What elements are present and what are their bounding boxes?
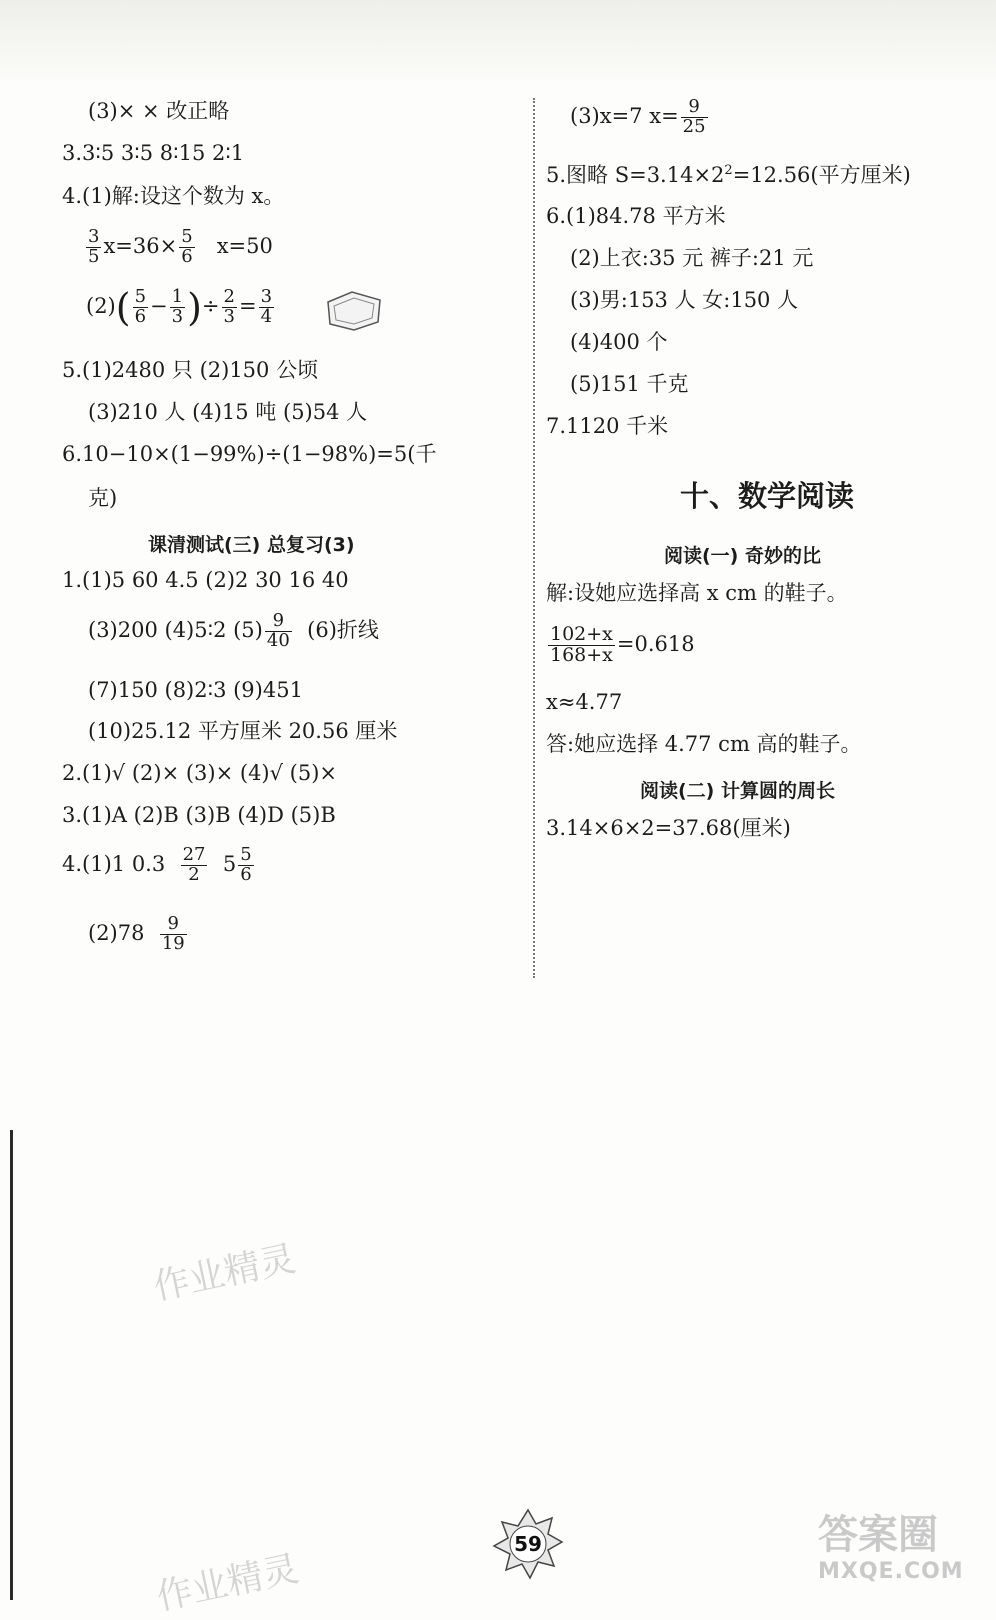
answer-line: (3)男:153 人 女:150 人 [570, 288, 799, 312]
answer-line: 解:设她应选择高 x cm 的鞋子。 [546, 581, 848, 605]
watermark: 作业精灵 [152, 1548, 303, 1619]
answer-line: (10)25.12 平方厘米 20.56 厘米 [88, 719, 398, 743]
fraction: $\frac{102+x}{168+x}$ [550, 623, 613, 666]
answer-line: 6.(1)84.78 平方米 [546, 204, 726, 228]
fraction: $\frac{9}{25}$ [682, 96, 706, 137]
answer-line: (3)x=7 x= $\frac{9}{25}$ [570, 96, 706, 137]
answer-line: (7)150 (8)2∶3 (9)451 [88, 678, 303, 702]
equation-line: $\frac{3}{5}$ x=36× $\frac{5}{6}$ x=50 [88, 226, 273, 267]
stamp-icon [322, 288, 386, 334]
answer-line: (2)78 $\frac{9}{19}$ [88, 913, 185, 954]
fraction: $\frac{9}{19}$ [161, 913, 185, 954]
answer-line: (5)151 千克 [570, 372, 689, 396]
section-heading: 十、数学阅读 [680, 479, 855, 513]
answer-line: 1.(1)5 60 4.5 (2)2 30 16 40 [62, 568, 349, 592]
answer-line: x≈4.77 [546, 690, 623, 714]
column-divider [533, 98, 535, 978]
answer-line: 4.(1)1 0.3 $\frac{27}{2}$ 5 $\frac{5}{6}$ [62, 844, 252, 885]
fraction: $\frac{27}{2}$ [182, 844, 206, 885]
fraction: $\frac{5}{6}$ [240, 844, 252, 885]
reading-title: 阅读(二) 计算圆的周长 [640, 780, 835, 802]
scan-noise [0, 0, 996, 80]
logo-url: MXQE.COM [818, 1559, 964, 1584]
equation-line: $\frac{102+x}{168+x}$ =0.618 [550, 623, 695, 666]
fraction: $\frac{2}{3}$ [223, 286, 235, 327]
answer-line: (3)210 人 (4)15 吨 (5)54 人 [88, 400, 368, 424]
fraction: $\frac{9}{40}$ [266, 610, 290, 651]
answer-line: (3)× × 改正略 [88, 99, 230, 123]
site-logo [818, 1512, 988, 1593]
fraction: $\frac{3}{4}$ [260, 286, 273, 327]
answer-line: 3.(1)A (2)B (3)B (4)D (5)B [62, 803, 336, 827]
page-number-badge [492, 1508, 564, 1580]
page-number: 59 [514, 1532, 542, 1556]
answer-line: 克) [88, 486, 118, 510]
section-title: 课清测试(三) 总复习(3) [148, 534, 355, 556]
answer-line: 5.(1)2480 只 (2)150 公顷 [62, 358, 319, 382]
equation-line: (2)( $\frac{5}{6}$ − $\frac{1}{3}$ )÷ $\frac{2}{3}$ = $\frac{3}{4}$ [86, 285, 273, 330]
answer-line: 5.图略 $S=3.14\times 2^2=12.56$(平方厘米) [546, 163, 911, 187]
answer-line: 4.(1)解:设这个数为 x。 [62, 184, 285, 208]
fraction: $\frac{5}{6}$ [181, 226, 193, 267]
watermark: 作业精灵 [149, 1238, 300, 1309]
answer-line: (3)200 (4)5∶2 (5) $\frac{9}{40}$ (6)折线 [88, 610, 379, 651]
fraction: $\frac{1}{3}$ [171, 286, 184, 327]
scan-edge [10, 1130, 13, 1600]
logo-text: 答案圈 [818, 1512, 938, 1558]
answer-line: 3.3∶5 3∶5 8∶15 2∶1 [62, 141, 245, 165]
answer-line: 6.10−10×(1−99%)÷(1−98%)=5(千 [62, 442, 437, 466]
reading-title: 阅读(一) 奇妙的比 [664, 545, 821, 567]
answer-line: 2.(1)√ (2)× (3)× (4)√ (5)× [62, 761, 338, 785]
answer-line: (2)上衣:35 元 裤子:21 元 [570, 246, 814, 270]
answer-line: (4)400 个 [570, 330, 668, 354]
fraction: $\frac{3}{5}$ [88, 226, 100, 267]
answer-line: 答:她应选择 4.77 cm 高的鞋子。 [546, 732, 862, 756]
answer-line: 7.1120 千米 [546, 414, 669, 438]
fraction: $\frac{5}{6}$ [134, 286, 147, 327]
answer-line: 3.14×6×2=37.68(厘米) [546, 816, 791, 840]
